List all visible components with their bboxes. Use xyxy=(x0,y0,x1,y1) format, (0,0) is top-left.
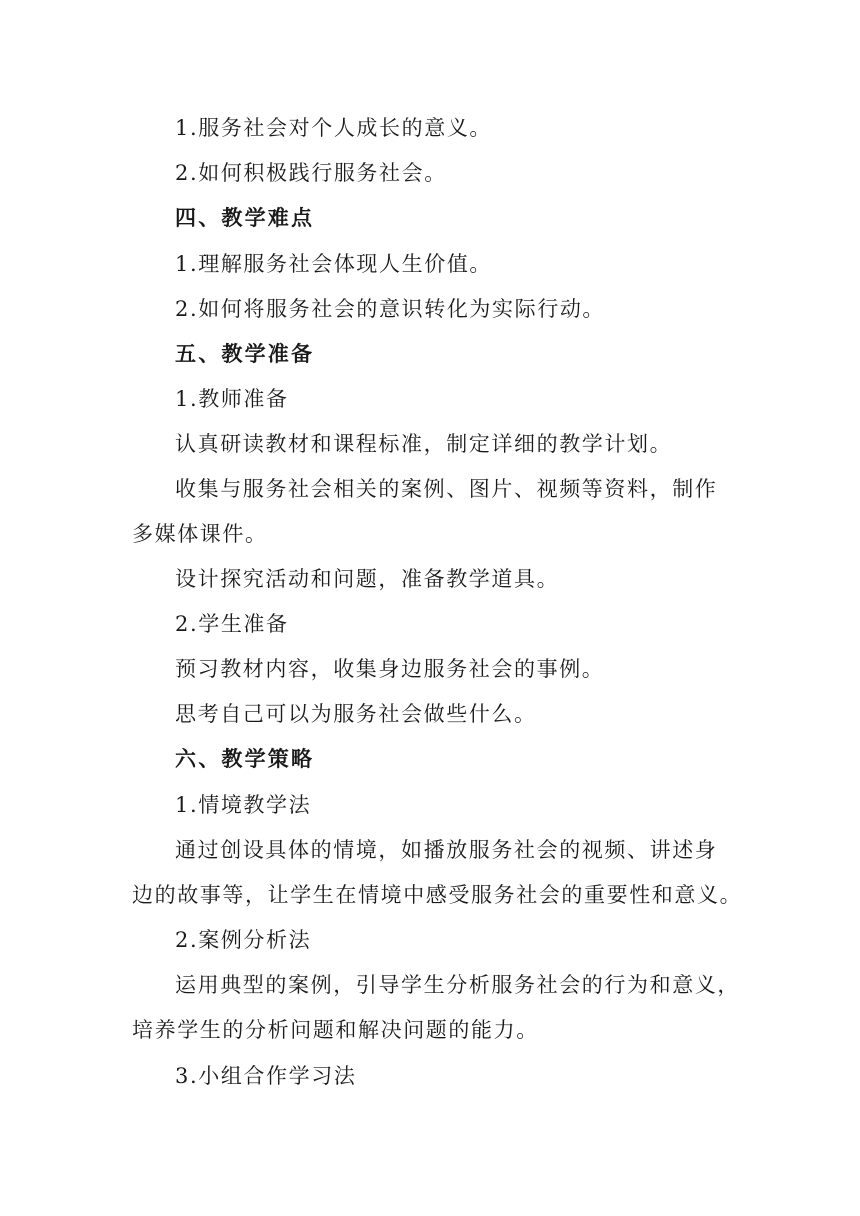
text-line: 思考自己可以为服务社会做些什么。 xyxy=(175,702,537,726)
text-line: 1.理解服务社会体现人生价值。 xyxy=(175,252,493,276)
section-heading: 六、教学策略 xyxy=(175,747,315,771)
text-line: 2.学生准备 xyxy=(175,612,289,636)
section-heading: 四、教学难点 xyxy=(175,206,315,230)
text-line: 1.情境教学法 xyxy=(175,793,312,817)
text-line: 1.服务社会对个人成长的意义。 xyxy=(175,116,493,140)
text-line: 2.案例分析法 xyxy=(175,928,312,952)
text-line: 多媒体课件。 xyxy=(132,522,268,546)
text-line: 设计探究活动和问题，准备教学道具。 xyxy=(175,567,560,591)
text-line: 培养学生的分析问题和解决问题的能力。 xyxy=(132,1018,539,1042)
text-line: 通过创设具体的情境，如播放服务社会的视频、讲述身 xyxy=(175,838,718,862)
text-line: 1.教师准备 xyxy=(175,387,289,411)
text-line: 预习教材内容，收集身边服务社会的事例。 xyxy=(175,657,605,681)
text-line: 认真研读教材和课程标准，制定详细的教学计划。 xyxy=(175,432,673,456)
text-line: 2.如何将服务社会的意识转化为实际行动。 xyxy=(175,297,606,321)
text-line: 边的故事等，让学生在情境中感受服务社会的重要性和意义。 xyxy=(132,883,743,907)
text-line: 3.小组合作学习法 xyxy=(175,1064,357,1088)
text-line: 2.如何积极践行服务社会。 xyxy=(175,161,447,185)
section-heading: 五、教学准备 xyxy=(175,342,315,366)
text-line: 收集与服务社会相关的案例、图片、视频等资料，制作 xyxy=(175,477,718,501)
text-line: 运用典型的案例，引导学生分析服务社会的行为和意义， xyxy=(175,973,740,997)
